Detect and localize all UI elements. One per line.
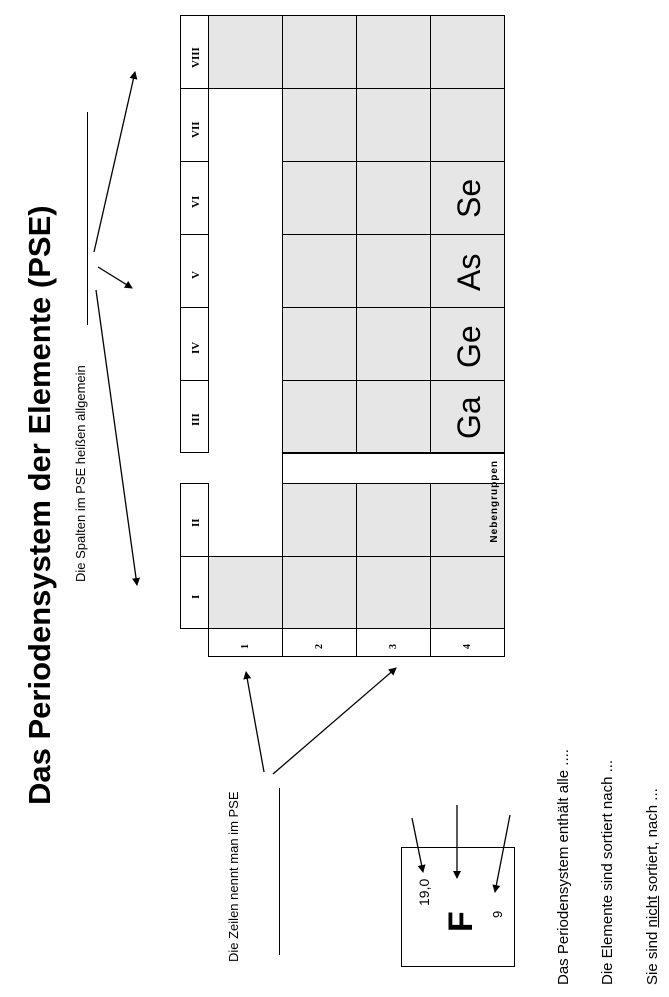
period-label-3: 3	[356, 628, 431, 657]
group-header-VII: VII	[180, 88, 209, 162]
element-se: Se	[451, 178, 487, 218]
cell-p4-g6	[430, 161, 505, 235]
cell-p2-g6	[282, 161, 357, 235]
period-label-4: 4	[430, 628, 505, 657]
nebengruppen-band	[282, 453, 505, 543]
page-title: Das Periodensystem der Elemente (PSE)	[22, 205, 57, 805]
period-label-1: 1	[208, 628, 283, 657]
group-header-I: I	[180, 556, 209, 629]
group-header-IV: IV	[180, 307, 209, 381]
cell-p1-g8	[208, 15, 283, 89]
element-ge: Ge	[451, 325, 487, 368]
columns-answer-line	[87, 112, 88, 325]
cell-p2-g8	[282, 15, 357, 89]
cell-p3-g7	[356, 88, 431, 162]
sentence-sorted-by: Die Elemente sind sortiert nach ...	[599, 759, 616, 985]
cell-p4-g3	[430, 380, 505, 453]
group-header-VI: VI	[180, 161, 209, 235]
cell-p4-g7	[430, 88, 505, 162]
arrow-columns-mid	[98, 267, 132, 288]
cell-p3-g1	[356, 556, 431, 629]
cell-p3-g3	[356, 380, 431, 453]
sentence-not-sorted: Sie sind nicht sortiert, nach ...	[644, 788, 661, 985]
element-card	[401, 847, 515, 967]
cell-p4-g5	[430, 234, 505, 308]
cell-p3-g5	[356, 234, 431, 308]
group-header-V: V	[180, 234, 209, 308]
sentence-contains: Das Periodensystem enthält alle ....	[555, 749, 572, 985]
rows-label: Die Zeilen nennt man im PSE	[226, 791, 241, 962]
cell-p3-g8	[356, 15, 431, 89]
cell-p2-g5	[282, 234, 357, 308]
arrow-rows-3	[273, 668, 396, 774]
arrow-rows-1	[246, 672, 264, 772]
cell-p2-g7	[282, 88, 357, 162]
cell-p3-g6	[356, 161, 431, 235]
columns-label: Die Spalten im PSE heißen allgemein	[73, 365, 88, 582]
cell-p3-g4	[356, 307, 431, 381]
element-card-number: 9	[490, 910, 505, 918]
nebengruppen-label: Nebengruppen	[489, 460, 500, 543]
element-ga: Ga	[451, 396, 487, 439]
cell-p2-g4	[282, 307, 357, 381]
cell-p2-g1	[282, 556, 357, 629]
cell-p3-g2	[356, 483, 431, 557]
group-header-II: II	[180, 483, 209, 557]
period-label-2: 2	[282, 628, 357, 657]
element-card-symbol: F	[442, 911, 480, 932]
arrow-columns-down	[96, 290, 137, 585]
cell-p1-g1	[208, 556, 283, 629]
group-header-VIII: VIII	[180, 15, 209, 89]
element-card-mass: 19,0	[416, 878, 432, 906]
cell-p4-g4	[430, 307, 505, 381]
rows-answer-line	[279, 788, 280, 955]
cell-p4-g8	[430, 15, 505, 89]
cell-p4-g1	[430, 556, 505, 629]
cell-p2-g3	[282, 380, 357, 453]
cell-p2-g2	[282, 483, 357, 557]
group-header-III: III	[180, 380, 209, 453]
element-as: As	[451, 253, 487, 291]
arrow-columns-up	[94, 72, 135, 252]
